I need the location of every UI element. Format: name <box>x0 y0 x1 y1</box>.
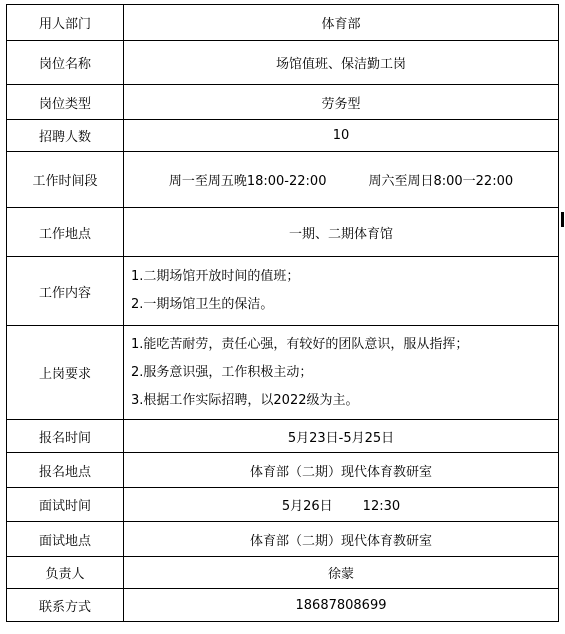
row-apply-location <box>7 453 559 488</box>
row-apply-time <box>7 420 559 453</box>
interview-time-label: 面试时间 <box>7 488 124 522</box>
position-name-value: 场馆值班、保洁勤工岗 <box>124 41 559 85</box>
headcount-value: 10 <box>124 120 559 152</box>
interview-date: 5月26日 <box>281 499 333 514</box>
interview-time-value <box>124 488 559 522</box>
interview-location-label: 面试地点 <box>7 522 124 557</box>
work-content-label: 工作内容 <box>7 257 124 326</box>
work-content-item: 1.二期场馆开放时间的值班； <box>131 269 300 284</box>
requirement-item: 3.根据工作实际招聘，以2022级为主。 <box>131 392 359 408</box>
position-type-label: 岗位类型 <box>7 85 124 120</box>
requirements-label: 上岗要求 <box>7 326 124 420</box>
apply-location-value: 体育部（二期）现代体育教研室 <box>124 453 559 488</box>
row-contact-info <box>7 589 559 622</box>
apply-location-label: 报名地点 <box>7 453 124 488</box>
row-interview-location <box>7 522 559 557</box>
row-interview-time <box>7 488 559 522</box>
work-time-value <box>124 152 559 208</box>
row-position-type <box>7 85 559 120</box>
requirement-item: 2.服务意识强，工作积极主动； <box>131 364 313 380</box>
requirements-list <box>124 326 559 420</box>
row-department <box>7 5 559 41</box>
work-location-value: 一期、二期体育馆 <box>124 208 559 257</box>
row-requirements <box>7 326 559 420</box>
contact-person-label: 负责人 <box>7 557 124 589</box>
row-work-time <box>7 152 559 208</box>
position-name-label: 岗位名称 <box>7 41 124 85</box>
work-location-label: 工作地点 <box>7 208 124 257</box>
row-work-content <box>7 257 559 326</box>
contact-person-value: 徐蒙 <box>124 557 559 589</box>
headcount-label: 招聘人数 <box>7 120 124 152</box>
interview-hour: 12:30 <box>362 499 401 514</box>
contact-info-label: 联系方式 <box>7 589 124 622</box>
position-type-value: 劳务型 <box>124 85 559 120</box>
work-time-label: 工作时间段 <box>7 152 124 208</box>
weekday-hours: 周一至周五晚18:00-22:00 <box>168 174 327 189</box>
apply-time-value: 5月23日-5月25日 <box>124 420 559 453</box>
contact-info-value: 18687808699 <box>124 589 559 622</box>
interview-location-value: 体育部（二期）现代体育教研室 <box>124 522 559 557</box>
weekend-hours: 周六至周日8:00一22:00 <box>368 174 514 189</box>
department-label: 用人部门 <box>7 5 124 41</box>
row-headcount <box>7 120 559 152</box>
job-posting-table <box>6 4 559 622</box>
department-value: 体育部 <box>124 5 559 41</box>
work-content-item: 2.一期场馆卫生的保洁。 <box>131 297 274 312</box>
requirement-item: 1.能吃苦耐劳，责任心强，有较好的团队意识，服从指挥； <box>131 336 469 352</box>
row-position-name <box>7 41 559 85</box>
work-content-list <box>124 257 559 326</box>
row-contact-person <box>7 557 559 589</box>
row-work-location <box>7 208 559 257</box>
apply-time-label: 报名时间 <box>7 420 124 453</box>
edge-mark <box>561 212 564 227</box>
